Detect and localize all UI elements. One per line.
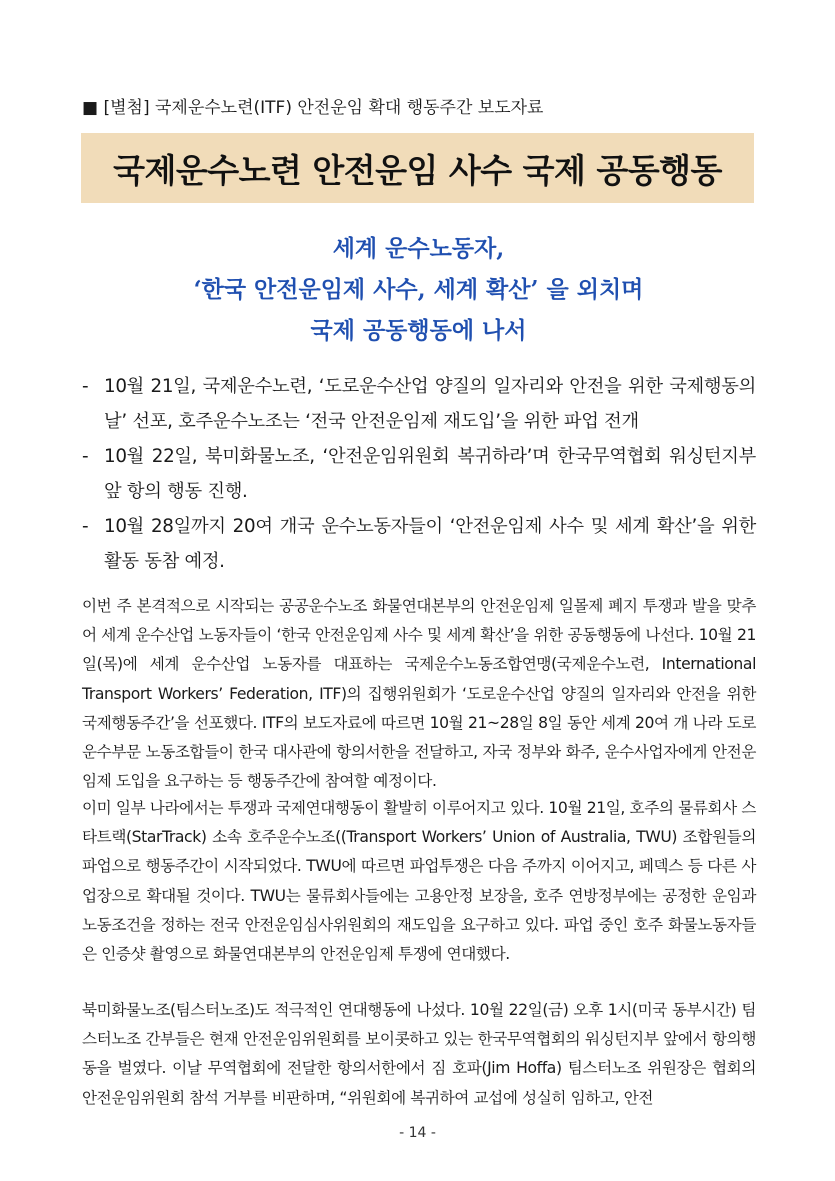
bullet-text: 10월 21일, 국제운수노련, ‘도로운수산업 양질의 일자리와 안전을 위한 국제행동의 날’ 선포, 호주운수노조는 ‘전국 안전운임제 재도입’을 위한 파업 전개 bbox=[104, 376, 756, 432]
headline bbox=[82, 228, 755, 351]
bullet-text: 10월 28일까지 20여 개국 운수노동자들이 ‘안전운임제 사수 및 세계 확산’을 위한 활동 동참 예정. bbox=[104, 516, 756, 572]
bullet-item bbox=[82, 369, 756, 439]
bullet-item bbox=[82, 439, 756, 509]
body-paragraph-3: 북미화물노조(팀스터노조)도 적극적인 연대행동에 나섰다. 10월 22일(금) 오후 1시(미국 동부시간) 팀스터노조 간부들은 현재 안전운임위원회를 보이콧하고 있는 한국무역협회의 워싱턴지부 앞에서 항의행동을 벌였다. 이날 무역협회에 전달한 항의서한에서 짐 호파(Jim Hoffa) 팀스터노조 위원장은 협회의 안전운임위원회 참석 거부를 비판하며, “위원회에 복귀하여 교섭에 성실히 임하고, 안전 bbox=[82, 1001, 756, 1107]
headline-line-1: 세계 운수노동자, bbox=[332, 235, 505, 262]
bullet-dash: - bbox=[82, 516, 89, 537]
bullet-text: 10월 22일, 북미화물노조, ‘안전운임위원회 복귀하라’며 한국무역협회 워싱턴지부 앞 항의 행동 진행. bbox=[104, 446, 756, 502]
bullet-dash: - bbox=[82, 446, 89, 467]
headline-line-3: 국제 공동행동에 나서 bbox=[310, 317, 527, 344]
body-paragraph-1: 이번 주 본격적으로 시작되는 공공운수노조 화물연대본부의 안전운임제 일몰제 폐지 투쟁과 발을 맞추어 세계 운수산업 노동자들이 ‘한국 안전운임제 사수 및 세계 확산’을 위한 공동행동에 나선다. 10월 21일(목)에 세계 운수산업 노동자를 대표하는 국제운수노동조합연맹(국제운수노련, International Transport Workers’ Federation, ITF)의 집행위원회가 ‘도로운수산업 양질의 일자리와 안전을 위한 국제행동주간’을 선포했다. ITF의 보도자료에 따르면 10월 21~28일 8일 동안 세계 20여 개 나라 도로운수부문 노동조합들이 한국 대사관에 항의서한을 전달하고, 자국 정부와 화주, 운수사업자에게 안전운임제 도입을 요구하는 등 행동주간에 참여할 예정이다. bbox=[82, 597, 756, 791]
body-paragraph-2: 이미 일부 나라에서는 투쟁과 국제연대행동이 활발히 이루어지고 있다. 10월 21일, 호주의 물류회사 스타트랙(StarTrack) 소속 호주운수노조((Transport Workers’ Union of Australia, TWU) 조합원들의 파업으로 행동주간이 시작되었다. TWU에 따르면 파업투쟁은 다음 주까지 이어지고, 페덱스 등 다른 사업장으로 확대될 것이다. TWU는 물류회사들에는 고용안정 보장을, 호주 연방정부에는 공정한 운임과 노동조건을 정하는 전국 안전운임심사위원회의 재도입을 요구하고 있다. 파업 중인 호주 화물노동자들은 인증샷 촬영으로 화물연대본부의 안전운임제 투쟁에 연대했다. bbox=[82, 799, 756, 964]
page-number: - 14 - bbox=[399, 1125, 436, 1141]
summary-bullets bbox=[82, 369, 756, 579]
title-banner bbox=[81, 133, 754, 203]
document-title: 국제운수노련 안전운임 사수 국제 공동행동 bbox=[113, 150, 722, 190]
bullet-item bbox=[82, 509, 756, 579]
attachment-label: ■ [별첨] 국제운수노련(ITF) 안전운임 확대 행동주간 보도자료 bbox=[82, 98, 544, 118]
headline-line-2: ‘한국 안전운임제 사수, 세계 확산’ 을 외치며 bbox=[193, 276, 644, 303]
bullet-dash: - bbox=[82, 376, 89, 397]
